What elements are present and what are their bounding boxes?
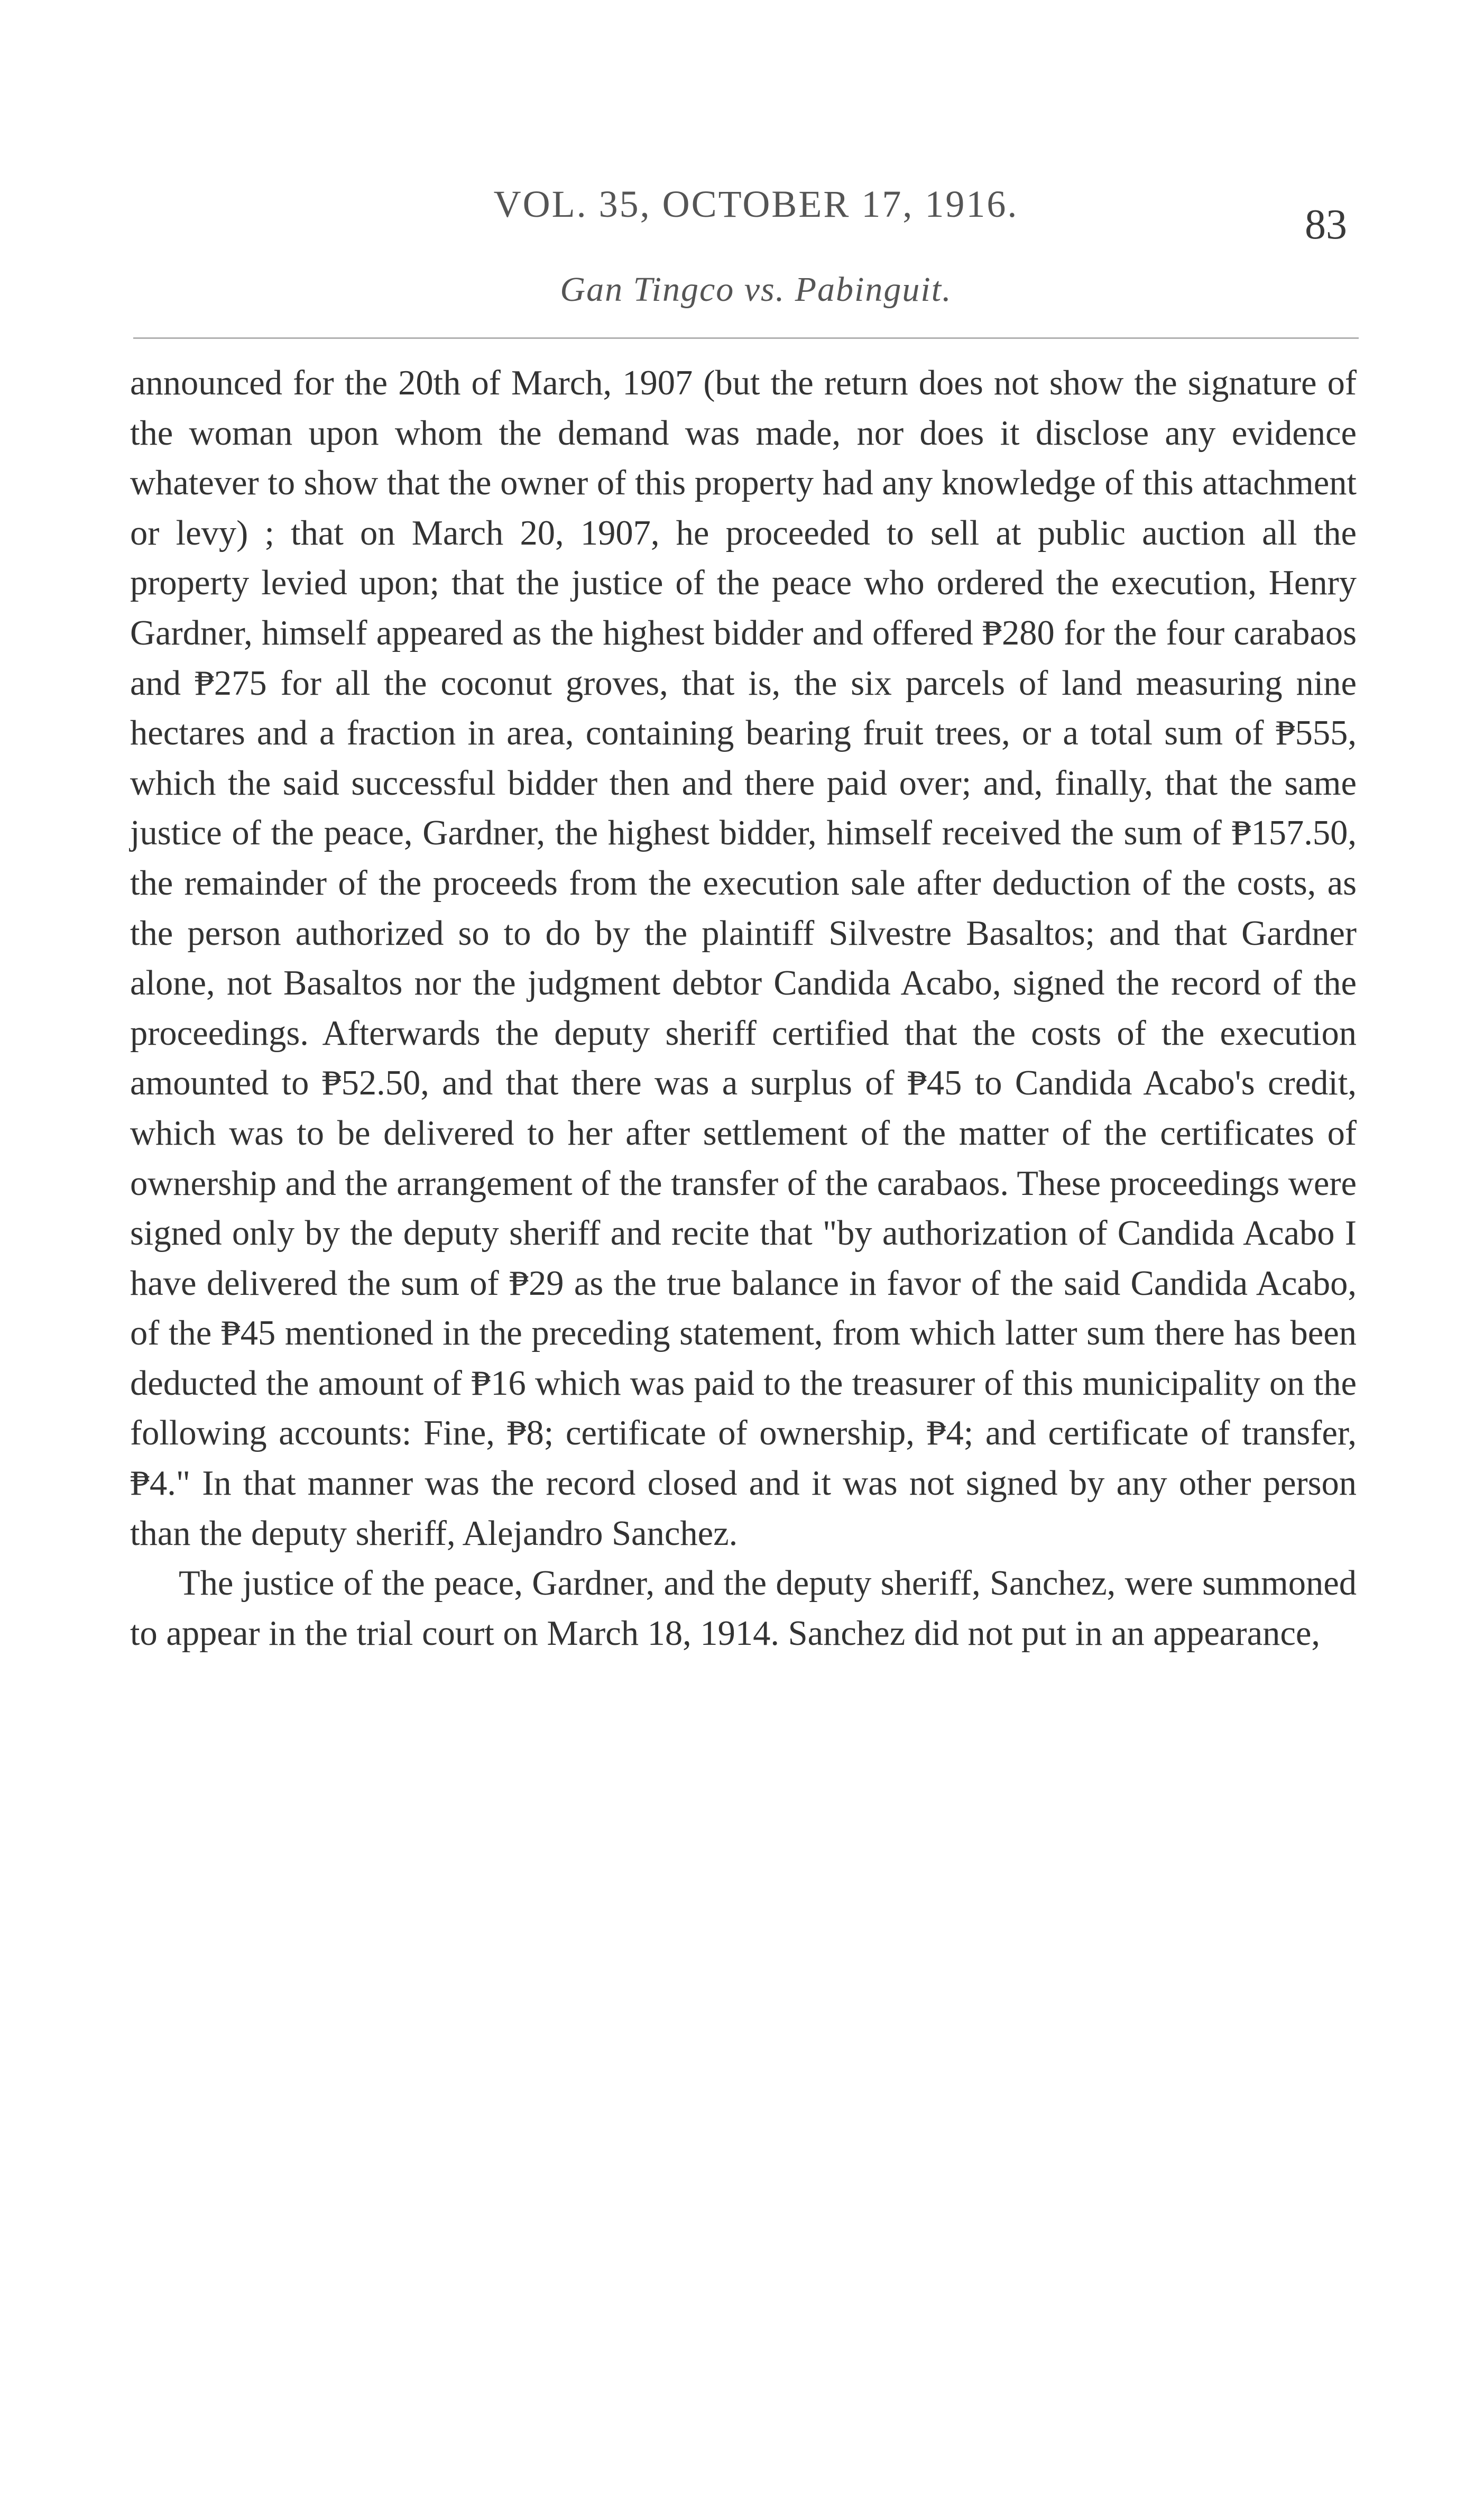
- header-rule: [133, 337, 1359, 339]
- paragraph: The justice of the peace, Gardner, and the deputy sheriff, Sanchez, were summoned to appear in the trial court on March 18, 1914. Sanchez did not put in an appearance,: [130, 1564, 1357, 1653]
- running-head: VOL. 35, OCTOBER 17, 1916.: [493, 183, 1019, 225]
- case-title: Gan Tingco vs. Pabinguit.: [560, 270, 952, 309]
- body-text: [130, 358, 1357, 1659]
- page-number: 83: [1305, 201, 1347, 248]
- paragraph-continued: announced for the 20th of March, 1907 (but the return does not show the signature of the woman upon whom the demand was made, nor does it disclose any evidence whatever to show that the owner of this property had any knowledge of this attachment or levy) ; that on March 20, 1907, he proceeded to sell at public auction all the property levied upon; that the justice of the peace who ordered the execution, Henry Gardner, himself appeared as the highest bidder and offered ₱280 for the four carabaos and ₱275 for all the coconut groves, that is, the six parcels of land measuring nine hectares and a fraction in area, containing bearing fruit trees, or a total sum of ₱555, which the said successful bidder then and there paid over; and, finally, that the same justice of the peace, Gardner, the highest bidder, himself received the sum of ₱157.50, the remainder of the proceeds from the execution sale after deduction of the costs, as the person authorized so to do by the plaintiff Silvestre Basaltos; and that Gardner alone, not Basaltos nor the judgment debtor Candida Acabo, signed the record of the proceedings. Afterwards the deputy sheriff certified that the costs of the execution amounted to ₱52.50, and that there was a surplus of ₱45 to Candida Acabo's credit, which was to be delivered to her after settlement of the matter of the certificates of ownership and the arrangement of the transfer of the carabaos. These proceedings were signed only by the deputy sheriff and recite that "by authorization of Candida Acabo I have delivered the sum of ₱29 as the true balance in favor of the said Candida Acabo, of the ₱45 mentioned in the preceding statement, from which latter sum there has been deducted the amount of ₱16 which was paid to the treasurer of this municipality on the following accounts: Fine, ₱8; certificate of ownership, ₱4; and certificate of transfer, ₱4." In that manner was the record closed and it was not signed by any other person than the deputy sheriff, Alejandro Sanchez.: [130, 364, 1357, 1553]
